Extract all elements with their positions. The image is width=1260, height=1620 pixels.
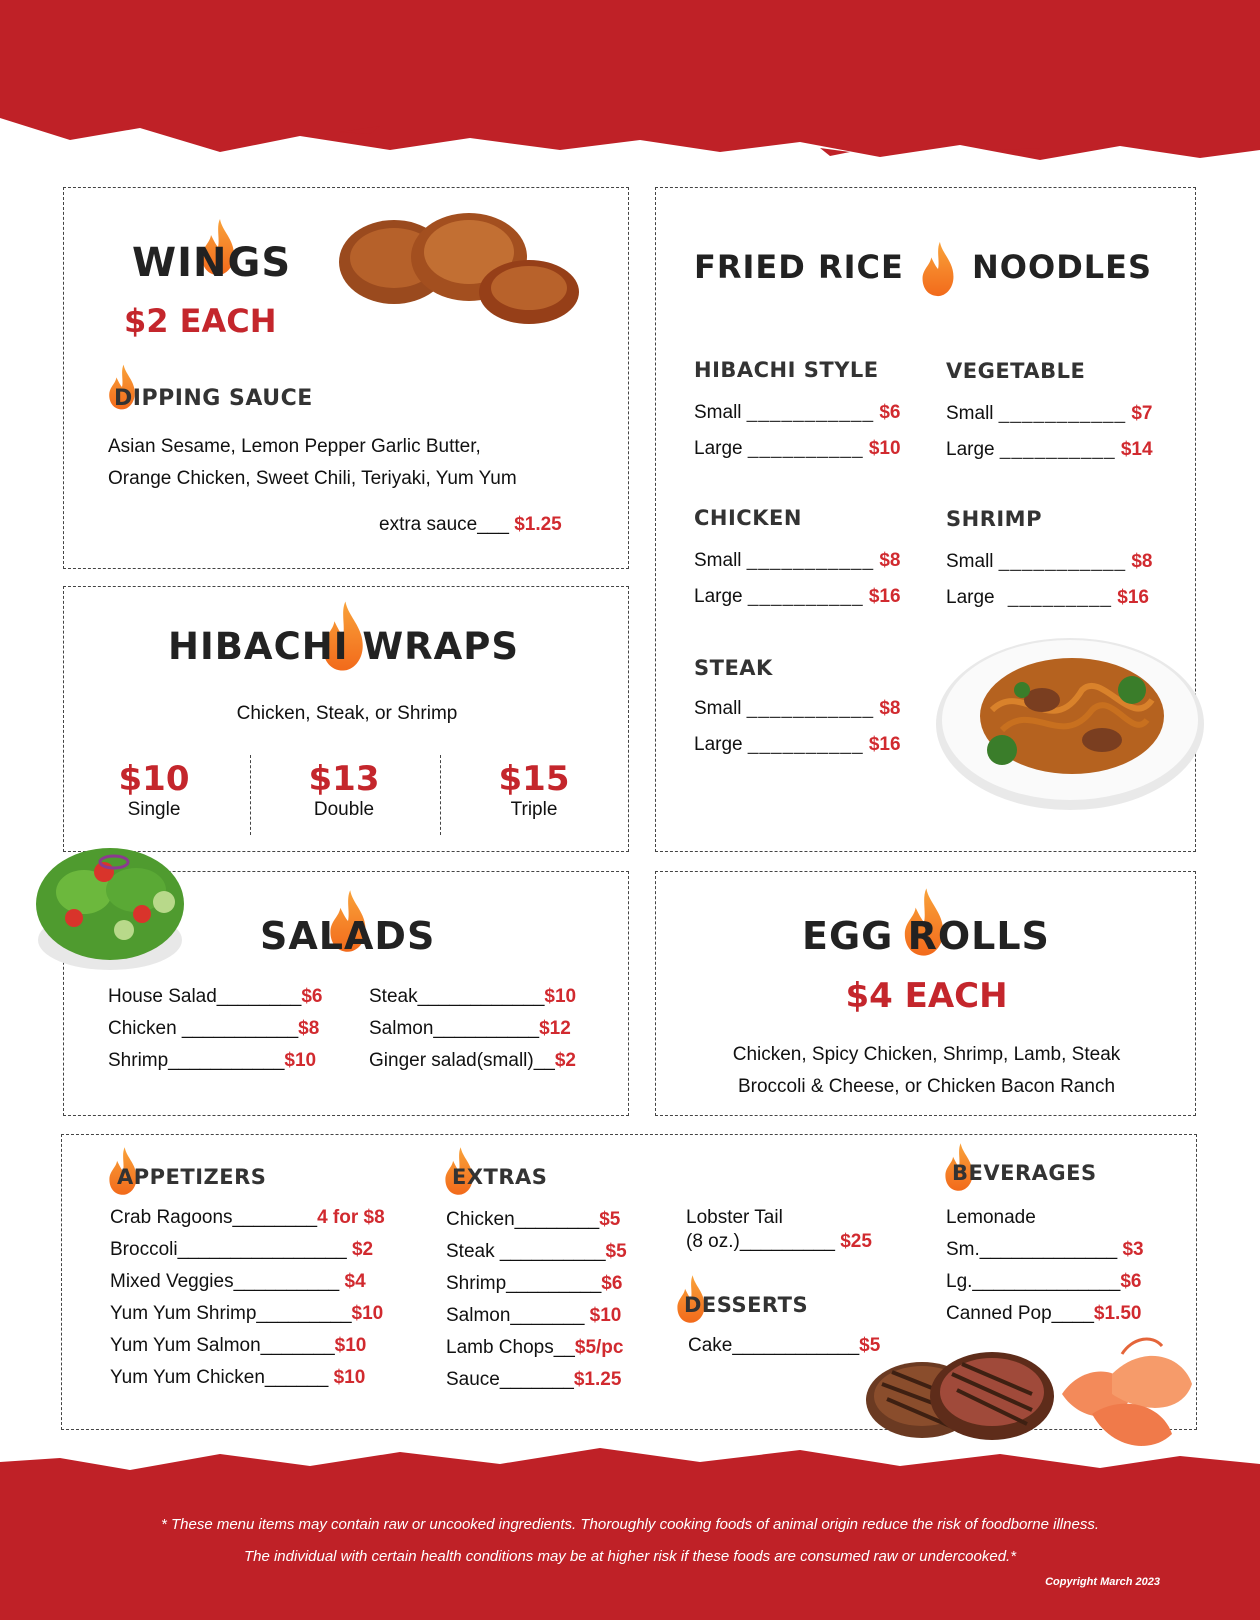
item-price: $6: [879, 402, 901, 423]
size-label: Small: [694, 402, 742, 423]
extra-item: [446, 1209, 620, 1231]
egg-rolls-flavors-line1: Chicken, Spicy Chicken, Shrimp, Lamb, Steak: [732, 1044, 1121, 1065]
copyright: Copyright March 2023: [1045, 1576, 1160, 1588]
steak-shrimp-image: [862, 1334, 1218, 1458]
item-price: $16: [1117, 587, 1149, 608]
wraps-subtitle: Chicken, Steak, or Shrimp: [236, 703, 458, 724]
extra-item: [446, 1241, 627, 1263]
item-name: Mixed Veggies__________: [110, 1271, 340, 1292]
extra-sauce-row: [379, 514, 562, 536]
size-label: Small: [946, 551, 994, 572]
wrap-price: $10: [118, 759, 190, 799]
wrap-price: $15: [498, 759, 570, 799]
beverage-item: [946, 1271, 1142, 1293]
appetizer-item: [110, 1303, 383, 1325]
hibachi-style-heading: HIBACHI STYLE: [694, 358, 879, 382]
item-price: $5: [859, 1335, 881, 1356]
item-price: $1.50: [1093, 1303, 1142, 1324]
item-price: $5: [599, 1209, 621, 1230]
hibachi-style-small-row: [694, 402, 900, 424]
leader: ___________: [746, 550, 875, 571]
size-label: Large: [694, 734, 743, 755]
item-name: Sm._____________: [946, 1239, 1118, 1260]
item-price: $2: [554, 1050, 576, 1071]
salad-item: [369, 986, 576, 1008]
appetizer-item: [110, 1367, 365, 1389]
item-name: Sauce_______: [446, 1369, 574, 1390]
item-price: $5/pc: [574, 1337, 624, 1358]
item-price: $10: [589, 1305, 622, 1326]
salad-item: [369, 1050, 576, 1072]
item-name: Steak __________: [446, 1241, 606, 1262]
wrap-option-double: [264, 759, 424, 821]
item-price: $8: [1131, 551, 1153, 572]
item-name: Yum Yum Shrimp_________: [110, 1303, 352, 1324]
item-name: House Salad________: [108, 986, 302, 1007]
steak-small-row: [694, 698, 900, 720]
wrap-label: Double: [313, 799, 375, 820]
size-label: Large: [694, 586, 743, 607]
item-price: $3: [1122, 1239, 1144, 1260]
item-price: 4 for $8: [317, 1207, 385, 1228]
noodles-plate-image: [932, 630, 1208, 816]
size-label: Small: [946, 403, 994, 424]
lemonade-label: Lemonade: [946, 1207, 1036, 1228]
divider: [250, 755, 251, 835]
leader: ___________: [998, 551, 1127, 572]
extra-item: [446, 1273, 622, 1295]
steak-heading: STEAK: [694, 656, 773, 680]
extra-item: [446, 1369, 621, 1391]
item-price: $10: [351, 1303, 384, 1324]
item-price: $6: [1120, 1271, 1142, 1292]
flame-icon: [918, 240, 958, 298]
wrap-option-single: [74, 759, 234, 821]
steak-large-row: [694, 734, 901, 756]
extra-item: [446, 1337, 623, 1359]
item-price: $6: [601, 1273, 623, 1294]
item-price: $4: [344, 1271, 366, 1292]
hibachi-wraps-panel: [63, 586, 629, 852]
top-red-banner: [0, 0, 1260, 175]
item-name: Crab Ragoons________: [110, 1207, 318, 1228]
item-price: $6: [301, 986, 323, 1007]
item-name: (8 oz.)_________: [686, 1231, 835, 1252]
footer-disclaimer-line2: The individual with certain health conditions may be at higher risk if these foods are consumed raw or undercooked.*: [243, 1548, 1017, 1565]
fried-rice-title: FRIED RICE: [694, 248, 904, 286]
appetizers-heading: APPETIZERS: [117, 1165, 267, 1189]
chicken-large-row: [694, 586, 901, 608]
item-price: $1.25: [573, 1369, 622, 1390]
salad-item: [108, 1018, 319, 1040]
item-name: Lg.______________: [946, 1271, 1121, 1292]
wings-title: WINGS: [132, 240, 292, 286]
leader: __________: [999, 439, 1116, 460]
egg-rolls-flavors-line2: Broccoli & Cheese, or Chicken Bacon Ranch: [737, 1076, 1116, 1097]
lobster-tail-row: [686, 1231, 872, 1253]
item-price: $10: [333, 1367, 366, 1388]
salad-item: [108, 1050, 316, 1072]
item-name: Salmon_______: [446, 1305, 590, 1326]
divider: [440, 755, 441, 835]
sauce-list-line2: Orange Chicken, Sweet Chili, Teriyaki, Yum Yum: [108, 468, 517, 489]
item-price: $8: [298, 1018, 320, 1039]
appetizer-item: [110, 1207, 385, 1229]
item-name: Ginger salad(small)__: [369, 1050, 555, 1071]
hibachi-wraps-title: HIBACHI WRAPS: [168, 625, 520, 668]
item-price: $12: [539, 1018, 571, 1039]
leader: ___________: [746, 698, 875, 719]
extra-sauce-label: extra sauce___: [379, 514, 509, 535]
footer-disclaimer-line1: * These menu items may contain raw or uncooked ingredients. Thoroughly cooking foods of animal origin reduce the risk of foodborne illness.: [160, 1516, 1099, 1533]
item-name: Chicken________: [446, 1209, 600, 1230]
chicken-heading: CHICKEN: [694, 506, 802, 530]
vegetable-small-row: [946, 403, 1152, 425]
beverage-item: [946, 1239, 1144, 1261]
shrimp-large-row: [946, 587, 1149, 609]
item-price: $16: [868, 586, 901, 607]
egg-rolls-panel: [655, 871, 1196, 1116]
item-name: Yum Yum Salmon_______: [110, 1335, 335, 1356]
leader: __________: [747, 438, 864, 459]
sauce-list-line1: Asian Sesame, Lemon Pepper Garlic Butter,: [108, 436, 481, 457]
wrap-label: Single: [127, 799, 181, 820]
beverages-heading: BEVERAGES: [952, 1161, 1097, 1185]
item-price: $7: [1131, 403, 1153, 424]
hibachi-style-large-row: [694, 438, 901, 460]
vegetable-heading: VEGETABLE: [946, 359, 1086, 383]
dipping-sauce-heading: DIPPING SAUCE: [114, 386, 313, 411]
size-label: Large: [694, 438, 743, 459]
item-name: Yum Yum Chicken______: [110, 1367, 329, 1388]
extras-heading: EXTRAS: [452, 1165, 548, 1189]
item-price: $10: [868, 438, 901, 459]
appetizer-item: [110, 1335, 366, 1357]
item-price: $5: [605, 1241, 627, 1262]
item-name: Lamb Chops__: [446, 1337, 575, 1358]
extra-sauce-price: $1.25: [514, 514, 562, 535]
leader: ___________: [998, 403, 1127, 424]
leader: _________: [1007, 587, 1112, 608]
item-name: Shrimp___________: [108, 1050, 285, 1071]
extra-item: [446, 1305, 621, 1327]
salad-bowl-image: [24, 832, 190, 976]
shrimp-heading: SHRIMP: [946, 507, 1042, 531]
item-price: $16: [868, 734, 901, 755]
wrap-label: Triple: [510, 799, 558, 820]
item-name: Broccoli________________: [110, 1239, 347, 1260]
salad-item: [369, 1018, 571, 1040]
vegetable-large-row: [946, 439, 1153, 461]
item-price: $25: [840, 1231, 872, 1252]
wings-panel: [63, 187, 629, 569]
leader: __________: [747, 734, 864, 755]
wrap-option-triple: [454, 759, 614, 821]
shrimp-small-row: [946, 551, 1152, 573]
item-price: $10: [544, 986, 577, 1007]
item-price: $8: [879, 550, 901, 571]
item-name: Cake____________: [688, 1335, 860, 1356]
desserts-heading: DESSERTS: [684, 1293, 809, 1317]
item-name: Shrimp_________: [446, 1273, 602, 1294]
item-price: $8: [879, 698, 901, 719]
item-price: $10: [334, 1335, 367, 1356]
appetizer-item: [110, 1271, 366, 1293]
item-name: Chicken ___________: [108, 1018, 299, 1039]
dessert-item: [688, 1335, 880, 1357]
lobster-tail-label: Lobster Tail: [686, 1207, 783, 1228]
wings-price: $2 EACH: [124, 302, 277, 340]
size-label: Large: [946, 587, 995, 608]
salad-item: [108, 986, 322, 1008]
beverage-item: [946, 1303, 1141, 1325]
leader: __________: [747, 586, 864, 607]
appetizer-item: [110, 1239, 373, 1261]
item-name: Canned Pop____: [946, 1303, 1094, 1324]
item-price: $10: [284, 1050, 317, 1071]
wrap-price: $13: [308, 759, 380, 799]
size-label: Small: [694, 550, 742, 571]
chicken-small-row: [694, 550, 900, 572]
size-label: Small: [694, 698, 742, 719]
noodles-title: NOODLES: [972, 248, 1153, 286]
leader: ___________: [746, 402, 875, 423]
item-name: Salmon__________: [369, 1018, 540, 1039]
size-label: Large: [946, 439, 995, 460]
salads-title: SALADS: [260, 914, 436, 958]
chicken-wings-image: [334, 202, 584, 332]
egg-rolls-price: $4 EACH: [845, 976, 1008, 1016]
item-name: Steak____________: [369, 986, 545, 1007]
egg-rolls-title: EGG ROLLS: [802, 914, 1050, 958]
item-price: $2: [351, 1239, 374, 1260]
item-price: $14: [1120, 439, 1153, 460]
